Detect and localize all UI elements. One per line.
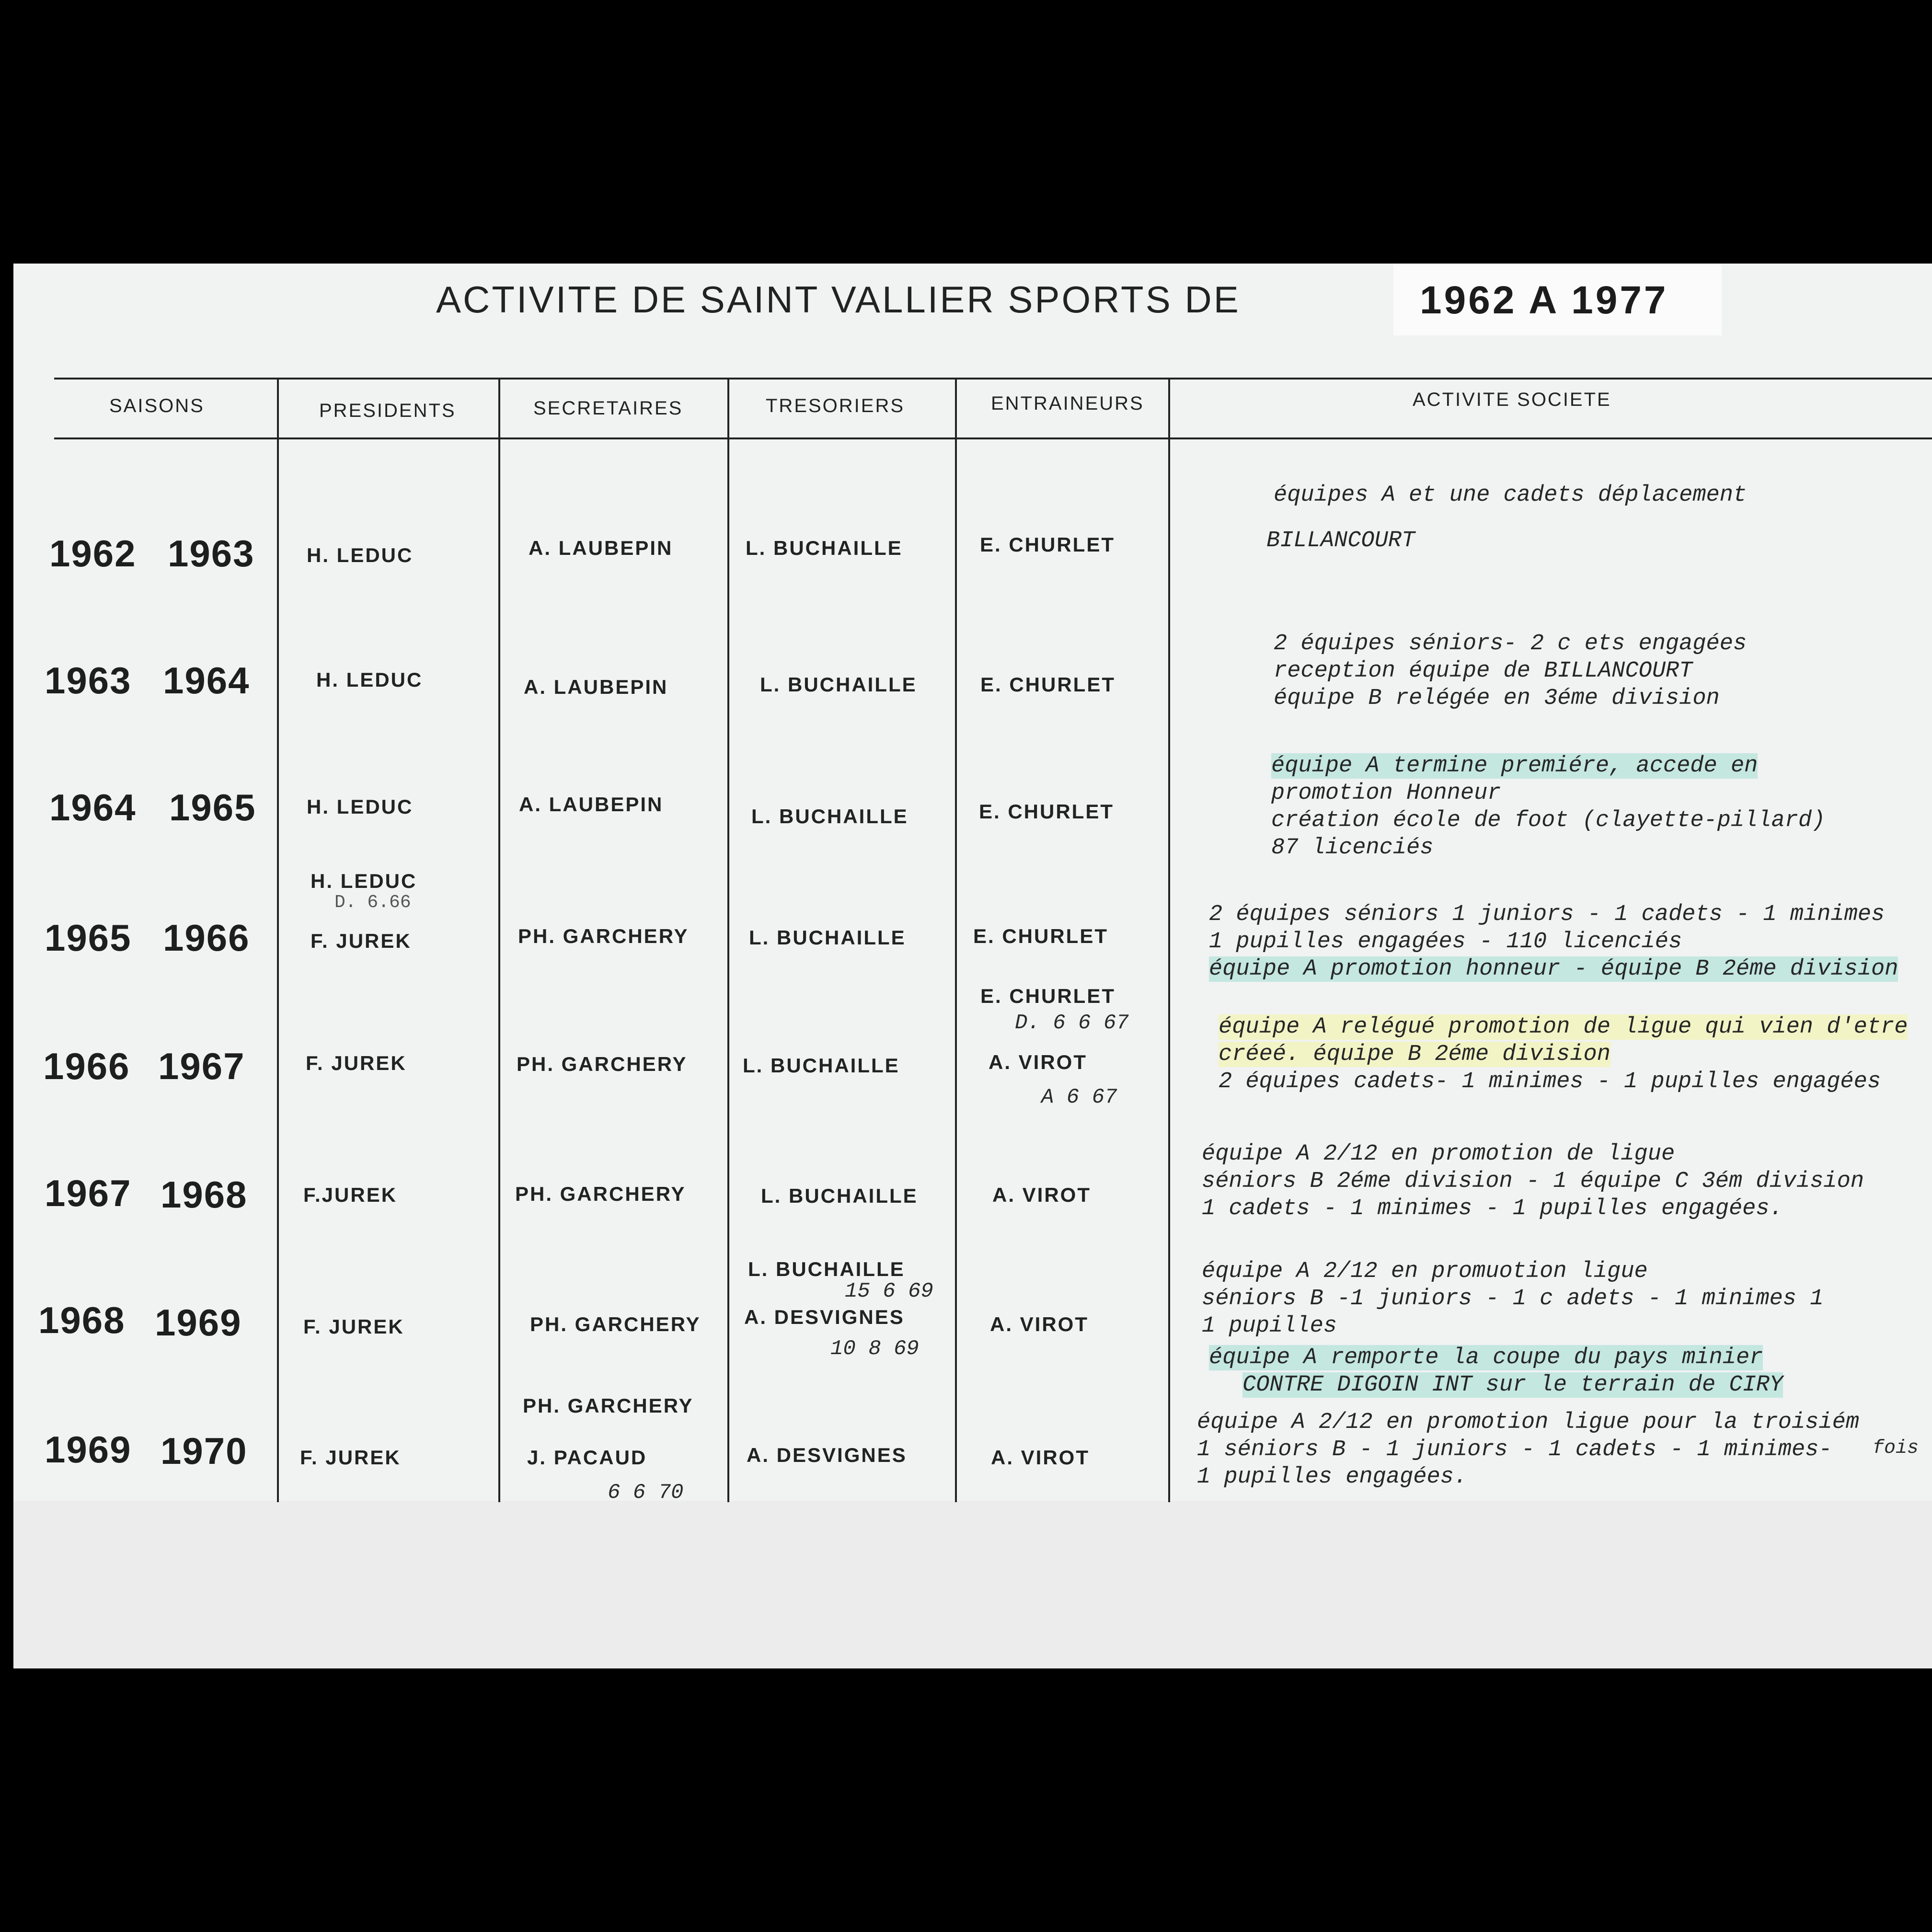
activite-line: création école de foot (clayette-pillard) — [1271, 808, 1826, 833]
header-secretaires: SECRETAIRES — [533, 398, 683, 419]
activite-line: 1 pupilles — [1202, 1313, 1337, 1339]
header-activite-societe: ACTIVITE SOCIETE — [1413, 389, 1611, 410]
season-start: 1964 — [49, 786, 137, 828]
entraineur: E. CHURLET — [979, 800, 1114, 823]
president-departure-date: D. 6.66 — [334, 892, 411, 913]
entraineur-arrival-date: A 6 67 — [1041, 1085, 1117, 1109]
secretaire: PH. GARCHERY — [518, 925, 689, 947]
secretaire: PH. GARCHERY — [517, 1053, 688, 1075]
entraineur-departure-date: D. 6 6 67 — [1015, 1011, 1129, 1035]
president: H. LEDUC — [310, 870, 417, 892]
activite-line — [1242, 1371, 1783, 1399]
activite-line — [1209, 1344, 1763, 1372]
entraineur: E. CHURLET — [980, 673, 1116, 696]
activite-highlight: équipe A remporte la coupe du pays minier — [1209, 1345, 1763, 1370]
president: H. LEDUC — [307, 544, 414, 566]
president: F.JUREK — [303, 1184, 398, 1206]
secretaire: PH. GARCHERY — [530, 1313, 701, 1335]
president-new: F. JUREK — [310, 930, 412, 952]
tresorier: L. BUCHAILLE — [748, 1258, 905, 1280]
header-entraineurs: ENTRAINEURS — [991, 393, 1144, 414]
secretaire-new: J. PACAUD — [527, 1446, 647, 1469]
activite-line: 1 pupilles engagées. — [1197, 1464, 1468, 1490]
entraineur: E. CHURLET — [980, 985, 1116, 1007]
activite-highlight: équipe A promotion honneur - équipe B 2éme division — [1209, 956, 1898, 982]
activite-highlight: équipe A relégué promotion de ligue qui vien d'etre — [1219, 1014, 1908, 1040]
activite-line — [1209, 955, 1898, 983]
season-start: 1968 — [38, 1299, 126, 1341]
president: F. JUREK — [303, 1315, 404, 1338]
activite-line: 2 équipes séniors- 2 c ets engagées — [1274, 631, 1747, 656]
tresorier-new: A. DESVIGNES — [744, 1306, 905, 1328]
activite-line: séniors B 2éme division - 1 équipe C 3ém division — [1202, 1169, 1864, 1194]
activite-line — [1271, 752, 1758, 780]
activite-line: équipe A 2/12 en promotion de ligue — [1202, 1141, 1675, 1167]
president: F. JUREK — [300, 1446, 401, 1469]
season-end: 1963 — [168, 532, 255, 575]
column-divider — [1168, 378, 1170, 1502]
season-start: 1967 — [45, 1172, 132, 1214]
tresorier-departure-date: 15 6 69 — [845, 1279, 933, 1303]
title-year-box — [1393, 264, 1722, 335]
season-end: 1967 — [158, 1045, 245, 1087]
secretaire-arrival-date: 6 6 70 — [608, 1481, 684, 1505]
activite-line: 87 licenciés — [1271, 835, 1434, 861]
season-end: 1968 — [161, 1173, 248, 1216]
activite-line: séniors B -1 juniors - 1 c adets - 1 minimes 1 — [1202, 1286, 1824, 1311]
president: H. LEDUC — [316, 668, 423, 691]
column-divider — [727, 378, 729, 1502]
activite-margin-note: fois — [1873, 1438, 1919, 1459]
page-title: ACTIVITE DE SAINT VALLIER SPORTS DE — [436, 278, 1241, 321]
column-divider — [277, 378, 279, 1502]
tresorier: L. BUCHAILLE — [743, 1054, 900, 1077]
page-bottom-margin — [13, 1501, 1932, 1668]
tresorier-arrival-date: 10 8 69 — [830, 1337, 919, 1361]
scanned-page — [13, 264, 1932, 1668]
title-years: 1962 A 1977 — [1420, 278, 1668, 322]
entraineur: E. CHURLET — [980, 533, 1115, 556]
header-tresoriers: TRESORIERS — [766, 395, 905, 416]
activite-line: 2 équipes cadets- 1 minimes - 1 pupilles engagées — [1219, 1069, 1881, 1094]
secretaire: A. LAUBEPIN — [524, 676, 668, 698]
activite-line: 1 séniors B - 1 juniors - 1 cadets - 1 minimes- — [1197, 1437, 1832, 1462]
secretaire: A. LAUBEPIN — [519, 793, 664, 816]
activite-highlight: équipe A termine premiére, accede en — [1271, 753, 1758, 779]
activite-line: 1 pupilles engagées - 110 licenciés — [1209, 929, 1682, 954]
tresorier: L. BUCHAILLE — [749, 926, 906, 949]
entraineur: E. CHURLET — [973, 925, 1108, 947]
tresorier: L. BUCHAILLE — [760, 673, 917, 696]
activite-line: équipe A 2/12 en promotion ligue pour la troisiém — [1197, 1410, 1860, 1435]
entraineur: A. VIROT — [991, 1446, 1090, 1469]
activite-highlight: créeé. équipe B 2éme division — [1219, 1042, 1610, 1067]
column-divider — [955, 378, 957, 1502]
activite-line: équipe B relégée en 3éme division — [1274, 686, 1720, 711]
entraineur: A. VIROT — [990, 1313, 1089, 1335]
season-end: 1970 — [161, 1430, 248, 1472]
secretaire: PH. GARCHERY — [515, 1183, 686, 1205]
president: H. LEDUC — [307, 795, 414, 818]
season-start: 1965 — [45, 917, 132, 959]
season-start: 1966 — [43, 1045, 130, 1087]
activite-line: équipe A 2/12 en promuotion ligue — [1202, 1259, 1648, 1284]
activite-line — [1219, 1041, 1610, 1069]
season-end: 1969 — [155, 1301, 242, 1344]
activite-line: promotion Honneur — [1271, 781, 1501, 806]
season-end: 1966 — [163, 917, 250, 959]
season-end: 1965 — [169, 786, 256, 828]
column-divider — [498, 378, 500, 1502]
season-end: 1964 — [163, 659, 250, 702]
activite-line: équipes A et une cadets déplacement — [1274, 483, 1747, 508]
activite-highlight: CONTRE DIGOIN INT sur le terrain de CIRY — [1242, 1372, 1783, 1398]
tresorier: L. BUCHAILLE — [751, 805, 908, 828]
season-start: 1963 — [45, 659, 132, 702]
activite-line: 1 cadets - 1 minimes - 1 pupilles engagées. — [1202, 1196, 1783, 1221]
secretaire: PH. GARCHERY — [523, 1394, 694, 1417]
table-top-rule — [54, 378, 1932, 380]
header-bottom-rule — [54, 437, 1932, 439]
header-saisons: SAISONS — [109, 395, 205, 416]
president: F. JUREK — [306, 1052, 407, 1074]
entraineur-new: A. VIROT — [989, 1051, 1088, 1073]
season-start: 1969 — [45, 1428, 132, 1471]
entraineur: A. VIROT — [992, 1184, 1092, 1206]
tresorier: L. BUCHAILLE — [746, 537, 903, 559]
activite-line — [1219, 1013, 1908, 1041]
header-presidents: PRESIDENTS — [319, 400, 456, 421]
secretaire: A. LAUBEPIN — [529, 537, 673, 559]
tresorier: A. DESVIGNES — [747, 1444, 907, 1466]
season-start: 1962 — [49, 532, 137, 575]
activite-line: BILLANCOURT — [1266, 528, 1415, 553]
activite-line: 2 équipes séniors 1 juniors - 1 cadets - 1 minimes — [1209, 902, 1885, 927]
tresorier: L. BUCHAILLE — [761, 1184, 918, 1207]
activite-line: reception équipe de BILLANCOURT — [1274, 658, 1693, 684]
